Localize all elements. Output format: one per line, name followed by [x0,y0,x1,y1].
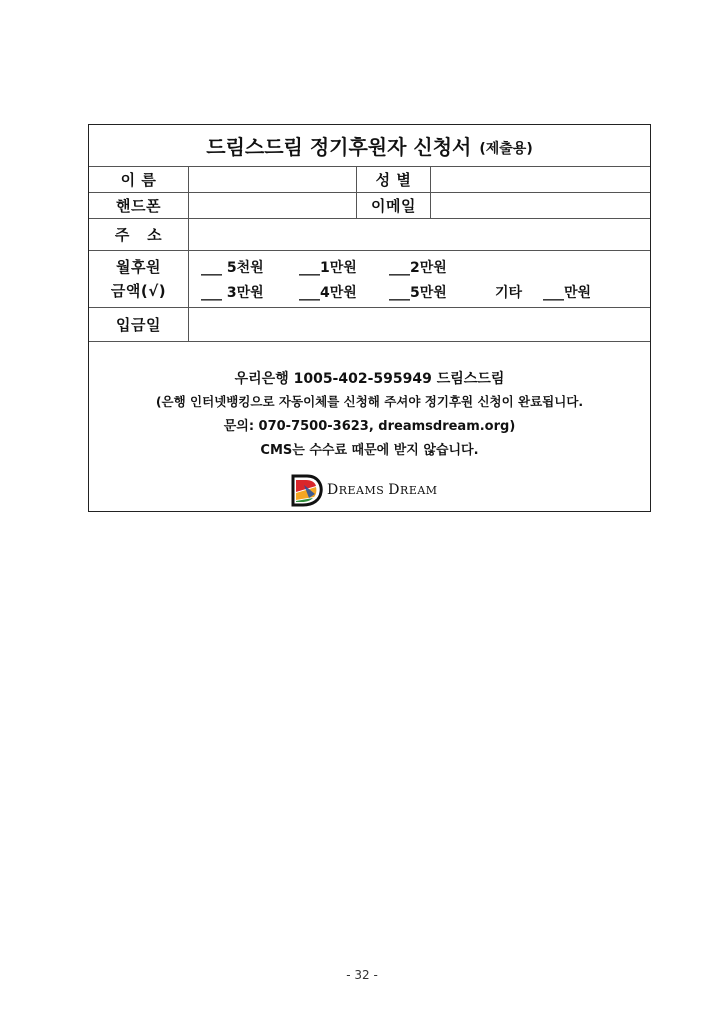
deposit-row [89,308,650,342]
cms-notice: CMS는 수수료 때문에 받지 않습니다. [260,443,479,458]
amount-options [189,251,650,307]
contact-text: 문의: 070-7500-3623, dreamsdream.org) [223,419,516,434]
option-other[interactable]: ___만원 [543,285,592,301]
form-title-text: 드림스드림 정기후원자 신청서 [206,135,472,159]
phone-label: 핸드폰 [89,193,189,218]
form-title-row [89,125,650,167]
option-10000[interactable]: ___1만원 [299,260,357,276]
address-row [89,219,650,251]
amount-label-line1: 월후원 [116,258,161,276]
deposit-date-field[interactable] [189,308,650,341]
notice-text: (은행 인터넷뱅킹으로 자동이체를 신청해 주셔야 정기후원 신청이 완료됩니다. [155,394,584,409]
logo-mark-icon [289,472,323,508]
name-label: 이 름 [89,167,189,192]
deposit-date-label: 입금일 [89,308,189,341]
gender-field[interactable] [431,167,650,192]
application-form [88,124,651,512]
option-20000[interactable]: ___2만원 [389,260,447,276]
form-title [89,125,650,166]
amount-row [89,251,650,308]
name-row [89,167,650,193]
amount-label [89,251,189,307]
option-40000[interactable]: ___4만원 [299,285,357,301]
phone-row [89,193,650,219]
email-field[interactable] [431,193,650,218]
gender-label: 성 별 [357,167,431,192]
page-number: - 32 - [346,968,378,982]
phone-field[interactable] [189,193,357,218]
bank-account: 우리은행 1005-402-595949 드림스드림 [234,371,505,387]
form-title-note: (제출용) [479,140,533,157]
email-label: 이메일 [357,193,431,218]
logo-text: DREAMS DREAM [327,482,438,498]
info-section [89,342,650,511]
address-label: 주 소 [89,219,189,250]
option-other-label: 기타 [495,285,523,301]
option-5000[interactable]: ___ 5천원 [201,260,264,276]
name-field[interactable] [189,167,357,192]
option-30000[interactable]: ___ 3만원 [201,285,264,301]
amount-label-line2: 금액(√) [110,282,167,300]
option-50000[interactable]: ___5만원 [389,285,447,301]
address-field[interactable] [189,219,650,250]
dreamsdream-logo [289,472,438,508]
